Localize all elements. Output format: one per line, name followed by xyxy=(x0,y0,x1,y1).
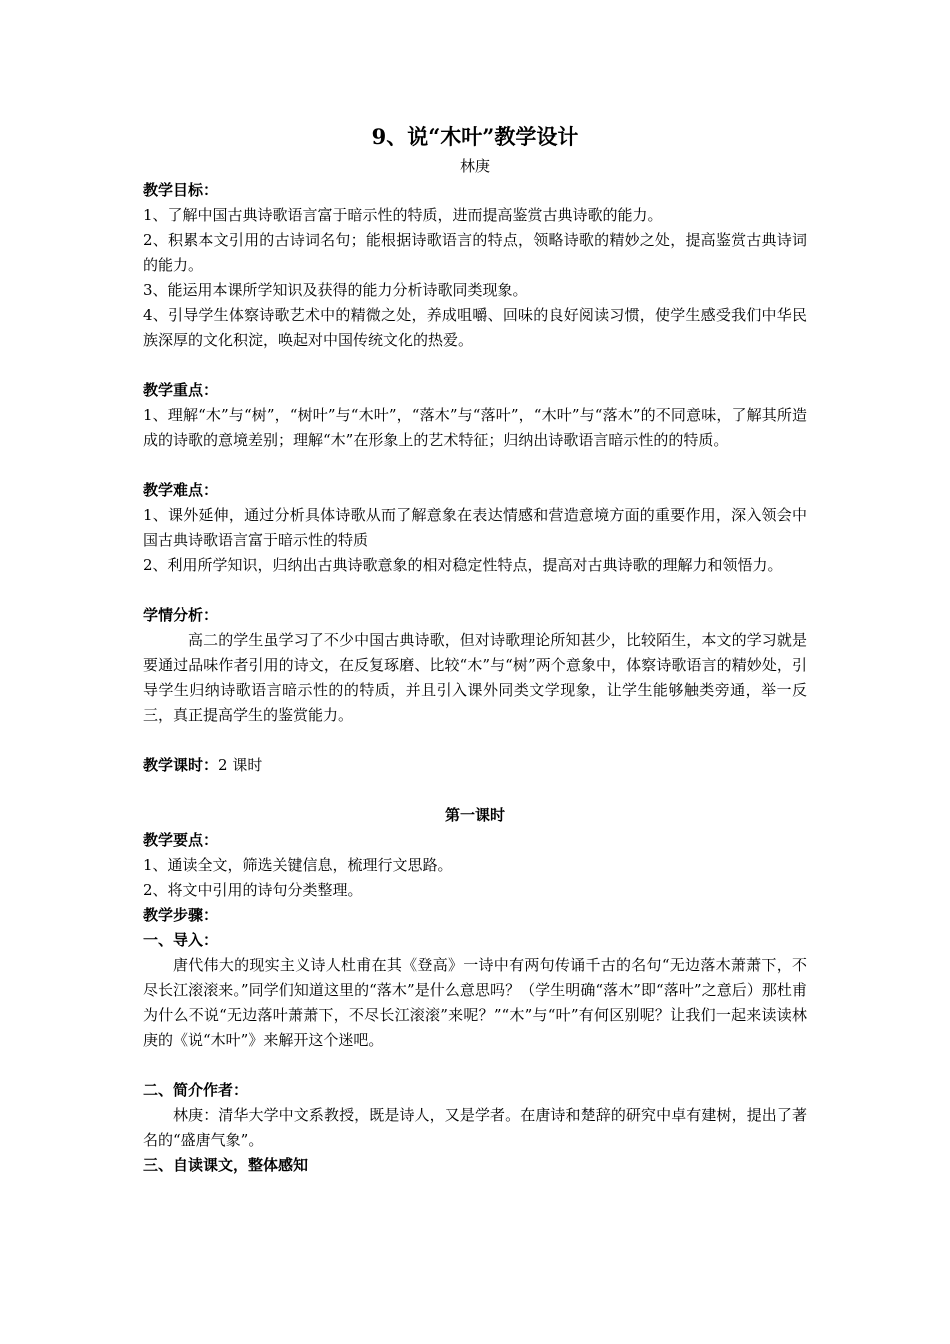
hours-label: 教学课时： xyxy=(143,756,219,774)
hours-value: 2 课时 xyxy=(218,756,263,774)
spacer xyxy=(143,578,807,603)
step-heading-reading: 三、自读课文，整体感知 xyxy=(143,1156,309,1174)
teaching-hours xyxy=(143,753,807,778)
spacer xyxy=(143,728,807,753)
analysis-text: 高二的学生虽学习了不少中国古典诗歌，但对诗歌理论所知甚少，比较陌生，本文的学习就是要通过品味作者引用的诗文，在反复琢磨、比较“木”与“树”两个意象中，体察诗歌语言的精妙处，引导学生归纳诗歌语言暗示性的的特质，并且引入课外同类文学现象，让学生能够触类旁通，举一反三，真正提高学生的鉴赏能力。 xyxy=(143,631,807,724)
spacer xyxy=(143,778,807,803)
spacer xyxy=(143,1053,807,1078)
lesson-points-heading: 教学要点： xyxy=(143,831,219,849)
step-author-text: 林庚：清华大学中文系教授，既是诗人，又是学者。在唐诗和楚辞的研究中卓有建树，提出了著名的“盛唐气象”。 xyxy=(143,1106,807,1149)
objective-item: 2、积累本文引用的古诗词名句；能根据诗歌语言的特点，领略诗歌的精妙之处，提高鉴赏古典诗词的能力。 xyxy=(143,231,807,274)
spacer xyxy=(143,453,807,478)
lesson-steps-heading: 教学步骤： xyxy=(143,906,219,924)
document-title: 9、说“木叶”教学设计 xyxy=(371,124,579,149)
lesson-point-item: 1、通读全文，筛选关键信息，梳理行文思路。 xyxy=(143,856,453,874)
objective-item: 4、引导学生体察诗歌艺术中的精微之处，养成咀嚼、回味的良好阅读习惯，使学生感受我们中华民族深厚的文化积淀，唤起对中国传统文化的热爱。 xyxy=(143,306,807,349)
key-points-heading: 教学重点： xyxy=(143,381,219,399)
step-heading-intro: 一、导入： xyxy=(143,931,219,949)
author-name: 林庚 xyxy=(459,157,490,175)
difficulty-item: 2、利用所学知识，归纳出古典诗歌意象的相对稳定性特点，提高对古典诗歌的理解力和领悟力。 xyxy=(143,556,783,574)
lesson-title: 第一课时 xyxy=(444,806,505,824)
step-heading-author: 二、简介作者： xyxy=(143,1081,249,1099)
analysis-heading: 学情分析： xyxy=(143,606,219,624)
objective-item: 3、能运用本课所学知识及获得的能力分析诗歌同类现象。 xyxy=(143,281,528,299)
objectives-heading: 教学目标： xyxy=(143,181,219,199)
step-intro-text: 唐代伟大的现实主义诗人杜甫在其《登高》一诗中有两句传诵千古的名句“无边落木萧萧下，不尽长江滚滚来。”同学们知道这里的“落木”是什么意思吗？（学生明确“落木”即“落叶”之意后）那杜甫为什么不说“无边落叶萧萧下，不尽长江滚滚”来呢？”“木”与“叶”有何区别呢？让我们一起来读读林庚的《说“木叶”》来解开这个迷吧。 xyxy=(143,956,807,1049)
document-content xyxy=(143,120,807,1178)
lesson-point-item: 2、将文中引用的诗句分类整理。 xyxy=(143,881,363,899)
spacer xyxy=(143,353,807,378)
difficulty-item: 1、课外延伸，通过分析具体诗歌从而了解意象在表达情感和营造意境方面的重要作用，深入领会中国古典诗歌语言富于暗示性的特质 xyxy=(143,506,807,549)
objective-item: 1、了解中国古典诗歌语言富于暗示性的特质，进而提高鉴赏古典诗歌的能力。 xyxy=(143,206,663,224)
key-point-item: 1、理解“木”与“树”，“树叶”与“木叶”，“落木”与“落叶”，“木叶”与“落木”的不同意味，了解其所造成的诗歌的意境差别；理解“木”在形象上的艺术特征；归纳出诗歌语言暗示性的的特质。 xyxy=(143,406,807,449)
difficulties-heading: 教学难点： xyxy=(143,481,219,499)
